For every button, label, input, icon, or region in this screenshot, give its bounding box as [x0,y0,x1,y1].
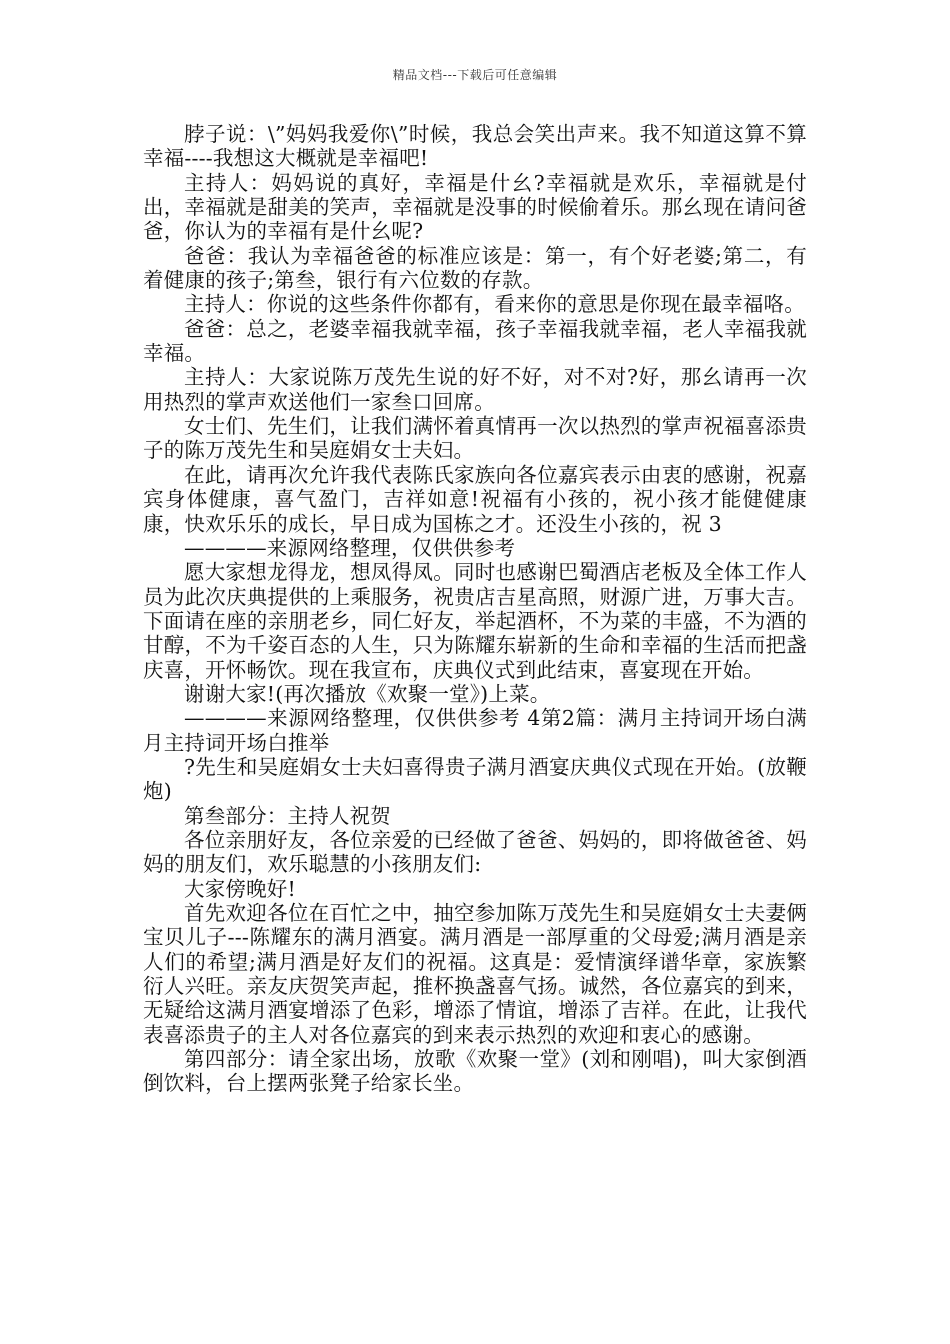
paragraph: 主持人：你说的这些条件你都有，看来你的意思是你现在最幸福咯。 [184,292,805,317]
document-body [143,122,807,1096]
paragraph: 愿大家想龙得龙，想凤得凤。同时也感谢巴蜀酒店老板及全体工作人员为此次庆典提供的上乘服务，祝贵店吉星高照，财源广进，万事大吉。下面请在座的亲朋老乡，同仁好友，举起酒杯，不为菜的丰盛，不为酒的甘醇，不为千姿百态的人生，只为陈耀东崭新的生命和幸福的生活而把盏庆喜，开怀畅饮。现在我宣布，庆典仪式到此结束，喜宴现在开始。 [143,560,807,682]
section-heading: 第叁部分：主持人祝贺 [184,803,391,828]
source-note: ————来源网络整理，仅供供参考 4第2篇：满月主持词开场白满月主持词开场白推举 [143,706,807,755]
paragraph: 爸爸：总之，老婆幸福我就幸福，孩子幸福我就幸福，老人幸福我就幸福。 [143,316,807,366]
paragraph: 首先欢迎各位在百忙之中，抽空参加陈万茂先生和吴庭娟女士夫妻俩宝贝儿子---陈耀东的满月酒宴。满月酒是一部厚重的父母爱;满月酒是亲人们的希望;满月酒是好友们的祝福。这真是：爱情演绎谱华章，家族繁衍人兴旺。亲友庆贺笑声起，推杯换盏喜气扬。诚然，各位嘉宾的到来，无疑给这满月酒宴增添了色彩，增添了情谊，增添了吉祥。在此，让我代表喜添贵子的主人对各位嘉宾的到来表示热烈的欢迎和衷心的感谢。 [143,901,807,1047]
paragraph: 爸爸：我认为幸福爸爸的标准应该是：第一，有个好老婆;第二，有着健康的孩子;第叁，银行有六位数的存款。 [143,243,807,293]
paragraph: 脖子说：\”妈妈我爱你\”时候，我总会笑出声来。我不知道这算不算幸福----我想这大概就是幸福吧! [143,122,807,171]
paragraph: 第四部分：请全家出场，放歌《欢聚一堂》(刘和刚唱)，叫大家倒酒倒饮料，台上摆两张凳子给家长坐。 [143,1047,807,1096]
source-note: ————来源网络整理，仅供供参考 [184,535,516,560]
paragraph: 在此，请再次允许我代表陈氏家族向各位嘉宾表示由衷的感谢，祝嘉宾身体健康，喜气盈门，吉祥如意!祝福有小孩的，祝小孩才能健健康康，快欢乐乐的成长，早日成为国栋之才。还没生小孩的，祝 3 [143,462,807,536]
paragraph: 主持人：大家说陈万茂先生说的好不好，对不对?好，那幺请再一次用热烈的掌声欢送他们一家叁口回席。 [143,365,807,414]
paragraph: ?先生和吴庭娟女士夫妇喜得贵子满月酒宴庆典仪式现在开始。(放鞭炮) [143,754,807,804]
paragraph: 谢谢大家!(再次播放《欢聚一堂》)上菜。 [184,681,551,706]
paragraph: 大家傍晚好! [184,876,296,901]
page-header: 精品文档---下载后可任意编辑 [392,68,558,82]
paragraph: 各位亲朋好友，各位亲爱的已经做了爸爸、妈妈的，即将做爸爸、妈妈的朋友们，欢乐聪慧的小孩朋友们: [143,827,807,877]
paragraph: 主持人：妈妈说的真好，幸福是什幺?幸福就是欢乐，幸福就是付出，幸福就是甜美的笑声，幸福就是没事的时候偷着乐。那幺现在请问爸爸，你认为的幸福有是什幺呢? [143,170,807,244]
paragraph: 女士们、先生们，让我们满怀着真情再一次以热烈的掌声祝福喜添贵子的陈万茂先生和吴庭娟女士夫妇。 [143,414,807,463]
